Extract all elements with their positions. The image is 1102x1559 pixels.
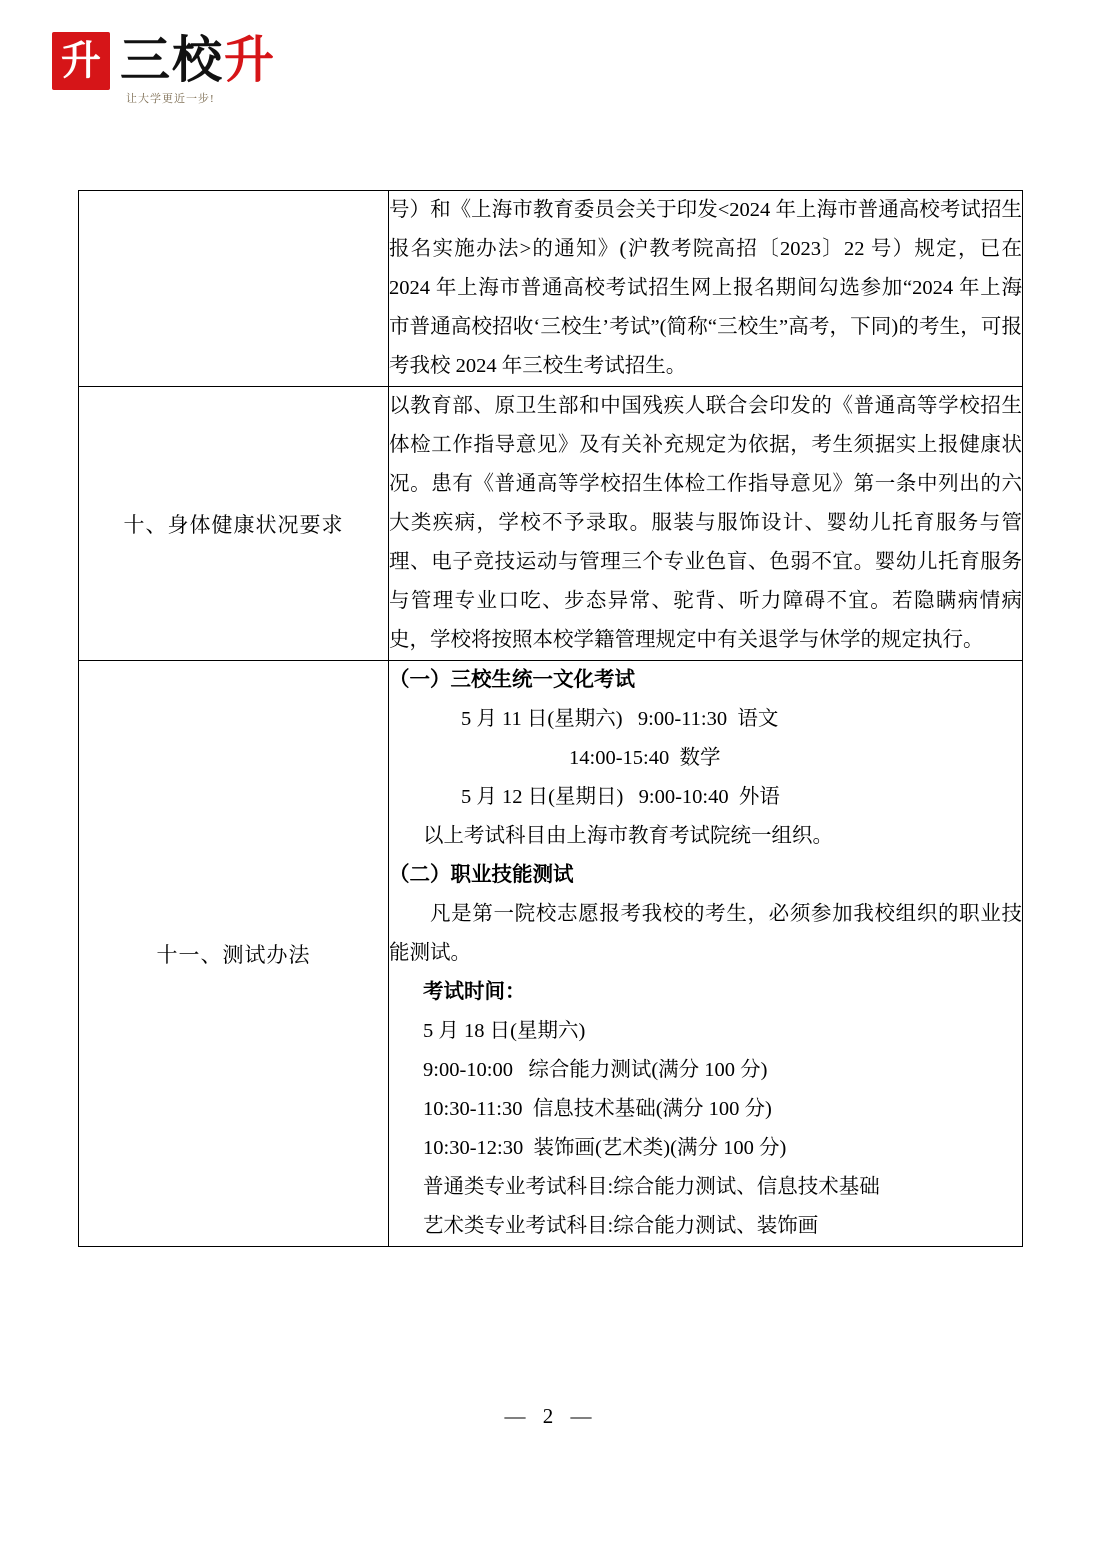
skill-test-paragraph: 凡是第一院校志愿报考我校的考生，必须参加我校组织的职业技能测试。 (389, 903, 1022, 964)
schedule-line: 5 月 18 日(星期六) (423, 1020, 586, 1042)
row-label-continuation (79, 191, 389, 387)
row-label-test-method: 十一、测试办法 (79, 661, 389, 1247)
paragraph: 以教育部、原卫生部和中国残疾人联合会印发的《普通高等学校招生体检工作指导意见》及有关补充规定为依据，考生须据实上报健康状况。患有《普通高等学校招生体检工作指导意见》第一条中列出的六大类疾病，学校不予录取。服装与服饰设计、婴幼儿托育服务与管理、电子竞技运动与管理三个专业色盲、色弱不宜。婴幼儿托育服务与管理专业口吃、步态异常、驼背、听力障碍不宜。若隐瞒病情病史，学校将按照本校学籍管理规定中有关退学与休学的规定执行。 (389, 395, 1022, 651)
row-body-health (389, 387, 1023, 661)
schedule-line: 艺术类专业考试科目:综合能力测试、装饰画 (423, 1215, 819, 1237)
logo-text-wrap (120, 32, 276, 106)
site-logo (52, 32, 276, 106)
table-row (79, 191, 1023, 387)
logo-name-prefix: 三校 (120, 32, 224, 88)
schedule-line: 10:30-12:30 装饰画(艺术类)(满分 100 分) (423, 1137, 787, 1159)
row-label-health: 十、身体健康状况要求 (79, 387, 389, 661)
admission-info-table (78, 190, 1023, 1247)
table-row (79, 387, 1023, 661)
table-row (79, 661, 1023, 1247)
logo-badge-icon: 升 (52, 32, 110, 90)
exam-time-label: 考试时间： (423, 981, 526, 1003)
exam-line: 5 月 11 日(星期六) 9:00-11:30 语文 (461, 708, 779, 730)
page-footer (0, 1404, 1102, 1429)
row-body-continuation (389, 191, 1023, 387)
logo-name-accent: 升 (224, 32, 276, 88)
schedule-line: 普通类专业考试科目:综合能力测试、信息技术基础 (423, 1176, 880, 1198)
section-title-skill-test: （二）职业技能测试 (389, 864, 574, 886)
row-body-test-method (389, 661, 1023, 1247)
exam-line: 14:00-15:40 数学 (569, 747, 721, 769)
exam-organizer-note: 以上考试科目由上海市教育考试院统一组织。 (423, 825, 833, 847)
logo-wordmark (120, 32, 276, 88)
section-title-unified-exam: （一）三校生统一文化考试 (389, 669, 635, 691)
schedule-line: 10:30-11:30 信息技术基础(满分 100 分) (423, 1098, 772, 1120)
logo-tagline: 让大学更近一步! (126, 93, 215, 105)
page-number: — 2 — (504, 1404, 598, 1428)
schedule-line: 9:00-10:00 综合能力测试(满分 100 分) (423, 1059, 768, 1081)
exam-line: 5 月 12 日(星期日) 9:00-10:40 外语 (461, 786, 780, 808)
paragraph: 号）和《上海市教育委员会关于印发<2024 年上海市普通高校考试招生报名实施办法>的通知》(沪教考院高招〔2023〕22 号）规定，已在 2024 年上海市普通高校考试招生网上报名期间勾选参加“2024 年上海市普通高校招收‘三校生’考试”(简称“三校生”高考，下同)的考生，可报考我校 2024 年三校生考试招生。 (389, 199, 1022, 377)
